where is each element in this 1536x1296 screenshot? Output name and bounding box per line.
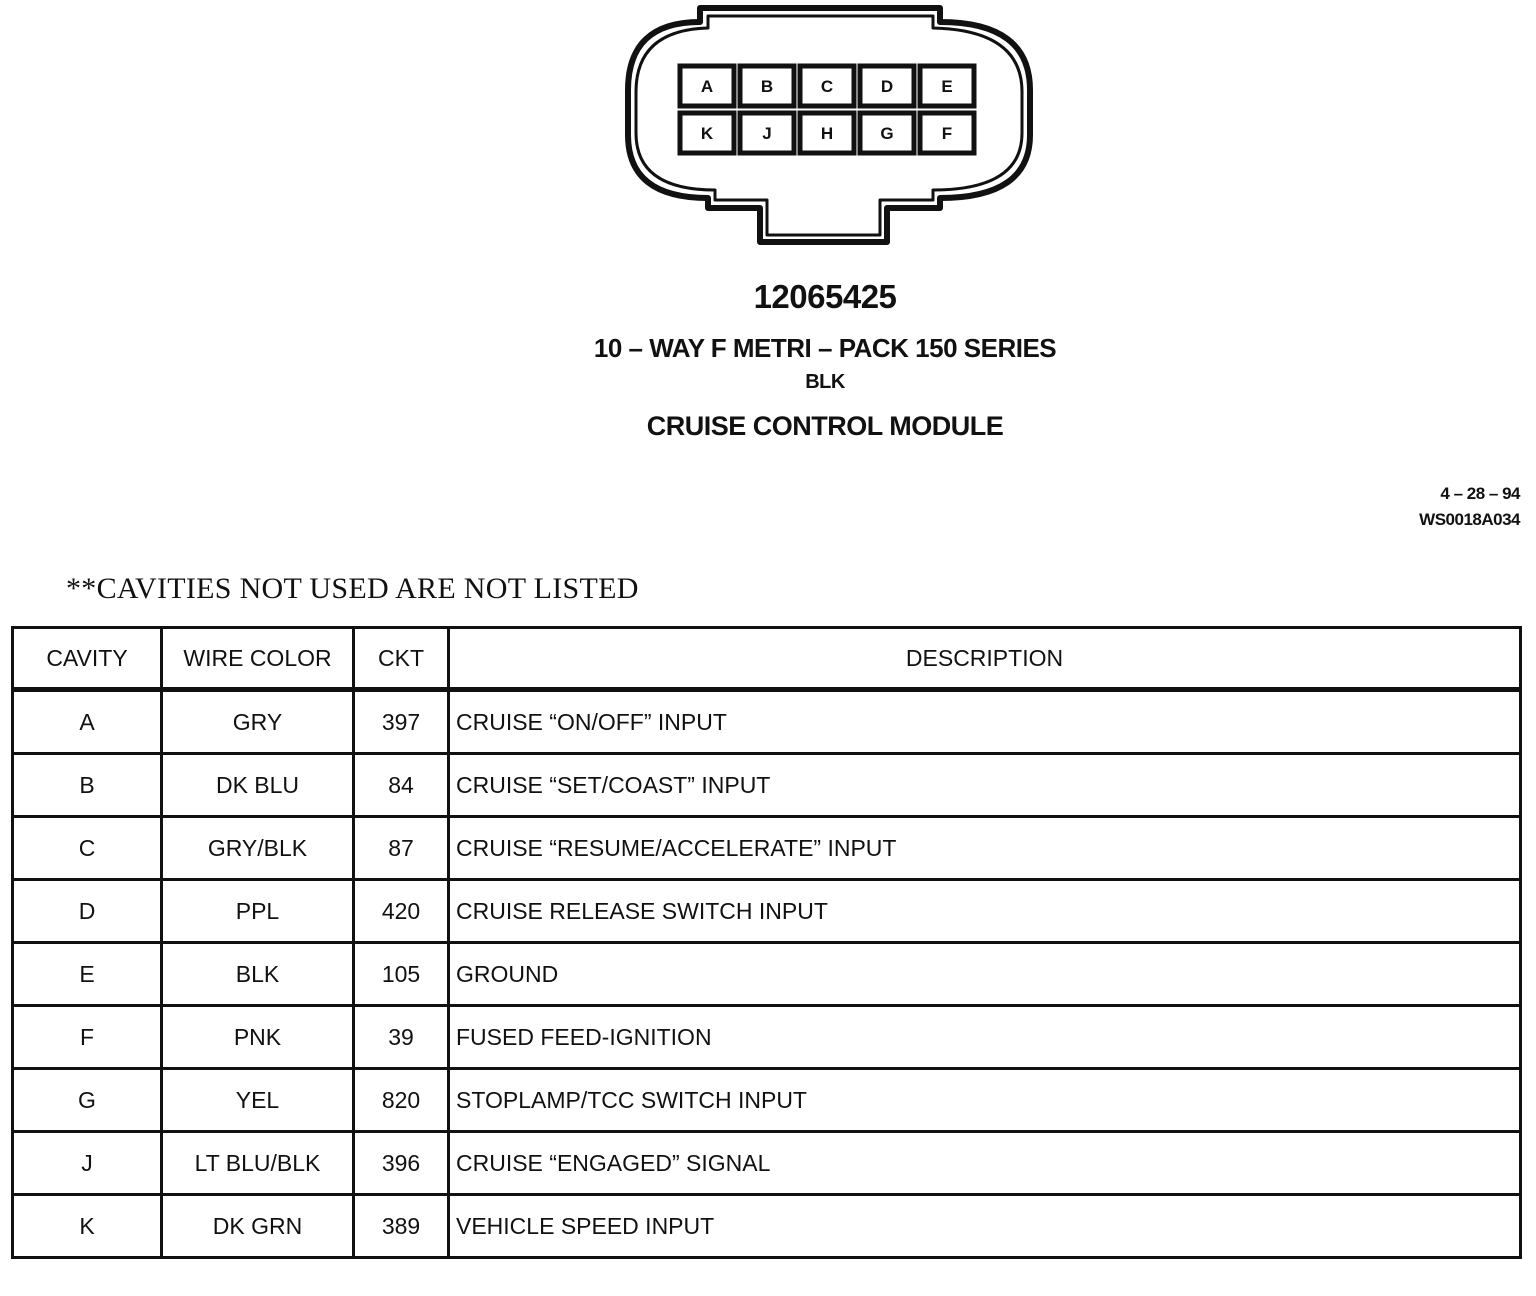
pin-d: [860, 66, 914, 106]
cavities-note: **CAVITIES NOT USED ARE NOT LISTED: [66, 572, 639, 605]
pin-e: [920, 66, 974, 106]
cell-ckt: 84: [354, 754, 449, 817]
cell-wire-color: GRY/BLK: [162, 817, 354, 880]
pin-label: J: [762, 124, 772, 143]
cell-ckt: 389: [354, 1195, 449, 1258]
cell-wire-color: LT BLU/BLK: [162, 1132, 354, 1195]
connector-face-diagram: [600, 0, 1060, 250]
pin-label: D: [880, 77, 894, 96]
table-row: [13, 754, 1521, 817]
pin-label: C: [820, 77, 834, 96]
pin-label: K: [700, 124, 714, 143]
pin-label: B: [760, 77, 774, 96]
cell-description: FUSED FEED-IGNITION: [449, 1006, 1521, 1069]
cell-description: CRUISE “ON/OFF” INPUT: [449, 690, 1521, 754]
cell-wire-color: DK BLU: [162, 754, 354, 817]
cell-wire-color: BLK: [162, 943, 354, 1006]
pin-label: G: [880, 124, 894, 143]
reference-date: 4 – 28 – 94: [1440, 484, 1520, 503]
pinout-table: [11, 626, 1522, 1259]
pin-label: A: [700, 77, 714, 96]
pin-b: [740, 66, 794, 106]
reference-code: WS0018A034: [1419, 510, 1520, 529]
pin-h: [800, 113, 854, 153]
connector-color: BLK: [805, 371, 845, 393]
cell-cavity: A: [13, 690, 162, 754]
cell-ckt: 397: [354, 690, 449, 754]
cell-ckt: 105: [354, 943, 449, 1006]
cell-cavity: J: [13, 1132, 162, 1195]
pin-label: F: [941, 124, 953, 143]
table-row: [13, 943, 1521, 1006]
cell-cavity: E: [13, 943, 162, 1006]
cell-ckt: 39: [354, 1006, 449, 1069]
cell-cavity: G: [13, 1069, 162, 1132]
cell-description: GROUND: [449, 943, 1521, 1006]
cell-cavity: C: [13, 817, 162, 880]
cell-ckt: 396: [354, 1132, 449, 1195]
table-row: [13, 817, 1521, 880]
cell-description: VEHICLE SPEED INPUT: [449, 1195, 1521, 1258]
pin-f: [920, 113, 974, 153]
pin-a: [680, 66, 734, 106]
cell-description: STOPLAMP/TCC SWITCH INPUT: [449, 1069, 1521, 1132]
module-name: CRUISE CONTROL MODULE: [646, 411, 1004, 441]
header-ckt: CKT: [354, 628, 449, 690]
cell-description: CRUISE “ENGAGED” SIGNAL: [449, 1132, 1521, 1195]
table-row: [13, 880, 1521, 943]
cell-wire-color: PNK: [162, 1006, 354, 1069]
cell-ckt: 420: [354, 880, 449, 943]
table-body: [13, 690, 1521, 1258]
cell-ckt: 820: [354, 1069, 449, 1132]
pin-c: [800, 66, 854, 106]
header-description: DESCRIPTION: [449, 628, 1521, 690]
cell-wire-color: YEL: [162, 1069, 354, 1132]
pin-row-bottom: [680, 113, 974, 153]
table-row: [13, 1006, 1521, 1069]
pin-label: H: [820, 124, 834, 143]
table-row: [13, 690, 1521, 754]
cell-cavity: D: [13, 880, 162, 943]
table-header-row: [13, 628, 1521, 690]
cell-wire-color: GRY: [162, 690, 354, 754]
connector-type: 10 – WAY F METRI – PACK 150 SERIES: [593, 333, 1057, 363]
cell-description: CRUISE “RESUME/ACCELERATE” INPUT: [449, 817, 1521, 880]
cell-cavity: K: [13, 1195, 162, 1258]
pin-label: E: [941, 77, 953, 96]
table-row: [13, 1195, 1521, 1258]
header-wire-color: WIRE COLOR: [162, 628, 354, 690]
cell-wire-color: PPL: [162, 880, 354, 943]
header-cavity: CAVITY: [13, 628, 162, 690]
table-row: [13, 1069, 1521, 1132]
cell-description: CRUISE RELEASE SWITCH INPUT: [449, 880, 1521, 943]
pin-j: [740, 113, 794, 153]
pin-g: [860, 113, 914, 153]
table-row: [13, 1132, 1521, 1195]
cell-cavity: F: [13, 1006, 162, 1069]
part-number: 12065425: [753, 278, 897, 315]
cell-description: CRUISE “SET/COAST” INPUT: [449, 754, 1521, 817]
pin-k: [680, 113, 734, 153]
cell-wire-color: DK GRN: [162, 1195, 354, 1258]
cell-ckt: 87: [354, 817, 449, 880]
pin-row-top: [680, 66, 974, 106]
cell-cavity: B: [13, 754, 162, 817]
